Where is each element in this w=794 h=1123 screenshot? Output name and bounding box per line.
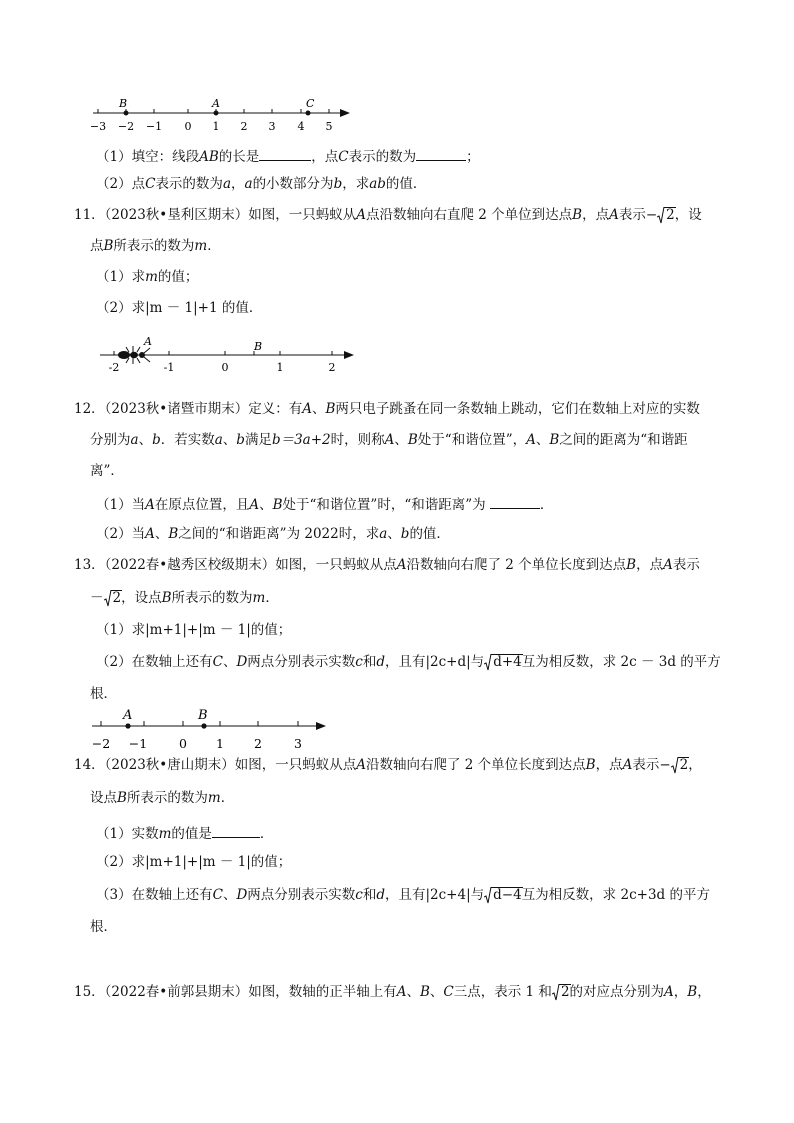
q14-part3-line2: 根． [90,919,117,935]
q12-part2: （2）当A、B之间的“和谐距离”为 2022时，求a、b的值． [96,526,450,542]
answer-blank[interactable] [490,496,540,509]
tick-label: -2 [108,361,120,373]
q14-stem-line2: 设点B所表示的数为m． [90,790,235,806]
point-a [125,723,130,728]
q11-stem-line2: 点B所表示的数为m． [90,238,221,254]
tick-label: 2 [254,736,262,751]
tick-label: 5 [325,120,333,133]
q12-part1: （1）当A在原点位置，且A、B处于“和谐位置”时，“和谐距离”为 ． [96,497,554,513]
answer-blank[interactable] [212,825,260,838]
q11-part2: （2）求|m － 1|+1 的值． [96,300,263,316]
q13-stem-line1: 13．（2022春•越秀区校级期末）如图，一只蚂蚁从点A沿数轴向右爬了 2 个单位长度到达点B，点A表示 [74,557,700,573]
number-line-q10 [88,96,358,134]
tick-label: −1 [128,736,148,751]
q13-part2-line2: 根． [90,686,117,702]
q13-part1: （1）求|m+1|+|m － 1|的值； [96,622,292,638]
sqrt-sign: d+4 [484,656,522,670]
tick-label: -1 [163,361,175,373]
number-line-q11 [96,333,366,373]
point-label-b: B [254,340,263,353]
tick-label: 1 [216,736,224,751]
point-label-c: C [306,97,315,110]
tick-label: 4 [297,120,305,133]
tick-label: 2 [328,361,336,373]
tick-label: 1 [212,120,220,133]
q10-part2: （2）点C表示的数为a，a的小数部分为b，求ab的值． [96,176,427,192]
q15-stem-line1: 15．（2022春•前郭县期末）如图，数轴的正半轴上有A、B、C三点，表示 1 和 2的对应点分别为A，B， [74,984,711,1000]
tick-label: −2 [91,736,111,751]
point-label-b: B [198,708,208,723]
q11-part1: （1）求m的值； [96,269,199,285]
q11-stem-line1: 11．（2023秋•垦利区期末）如图，一只蚂蚁从A点沿数轴向右直爬 2 个单位到达点B，点A表示− 2，设 [74,207,702,223]
q14-part1: （1）实数m的值是 ． [96,826,274,842]
sqrt-sign: 2 [671,759,689,773]
answer-blank[interactable] [259,148,311,161]
point-b [124,111,129,116]
q14-part2: （2）求|m+1|+|m － 1|的值； [96,854,292,870]
sqrt-sign: 2 [104,592,122,606]
tick-label: 3 [268,120,276,133]
point-a [214,111,219,116]
q12-stem-line3: 离”． [90,463,124,479]
sqrt-sign: 2 [552,986,570,1000]
q13-stem-line2: － 2，设点B所表示的数为m． [90,590,279,606]
point-label-a: A [123,708,133,723]
tick-label: −1 [145,120,163,133]
tick-label: 2 [240,120,248,133]
q14-stem-line1: 14．（2023秋•唐山期末）如图，一只蚂蚁从点A沿数轴向右爬了 2 个单位长度到达点B，点A表示− 2， [74,757,702,773]
tick-label: 0 [221,361,229,373]
q12-stem-line1: 12．（2023秋•诸暨市期末）定义：有A、B两只电子跳蚤在同一条数轴上跳动，它们在数轴上对应的实数 [74,401,700,417]
q14-part3: （3）在数轴上还有C、D两点分别表示实数c和d，且有|2c+4|与 d−4互为相反数，求 2c+3d 的平方 [96,887,710,903]
q13-part2: （2）在数轴上还有C、D两点分别表示实数c和d，且有|2c+d|与 d+4互为相反数，求 2c － 3d 的平方 [96,654,721,670]
tick-label: −2 [117,120,135,133]
q10-part1: （1）填空：线段AB的长是 ，点C表示的数为 ； [96,149,480,165]
point-c [306,111,311,116]
answer-blank[interactable] [416,148,466,161]
point-label-b: B [119,97,128,110]
point-label-a: A [212,97,220,110]
tick-label: −3 [89,120,107,133]
sqrt-sign: d−4 [484,889,522,903]
sqrt-sign: 2 [657,209,675,223]
tick-label: 0 [179,736,187,751]
q12-stem-line2: 分别为a、b．若实数a、b满足b＝3a+2时，则称A、B处于“和谐位置”，A、B之间的距离为“和谐距 [90,432,688,448]
point-label-a: A [144,335,152,348]
point-b [201,723,206,728]
tick-label: 0 [184,120,192,133]
tick-label: 3 [294,736,302,751]
number-line-q13 [88,704,338,752]
tick-label: 1 [276,361,284,373]
